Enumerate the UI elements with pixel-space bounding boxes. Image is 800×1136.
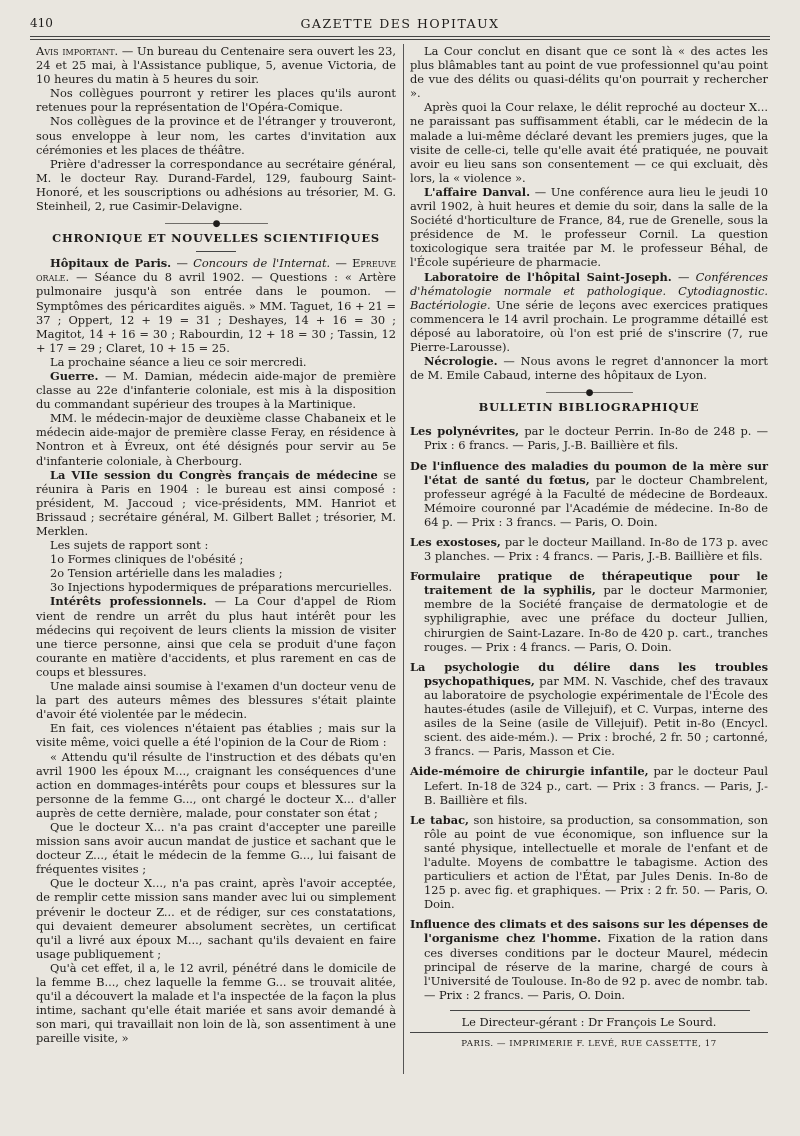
congres-label: La VIIe session du Congrès français de médecine <box>50 467 378 482</box>
hopitaux-label: Hôpitaux de Paris. <box>50 256 172 271</box>
guerre-label: Guerre. <box>50 368 99 383</box>
biblio-entry <box>410 917 768 1002</box>
ornament-rule-2: —————●————— <box>545 388 633 399</box>
biblio-text: par le docteur Mailland. In-8o de 173 p. avec 3 planches. — Prix : 4 francs. — Paris, J.-B. Baillière et fils. <box>424 535 769 564</box>
biblio-entry <box>410 535 768 563</box>
labo-italic: — Conférences d'hématologie normale et pathologique. Cytodiagnostic. Bactériologie. <box>410 269 768 312</box>
interets-paragraph <box>36 594 396 679</box>
printer-line: PARIS. — IMPRIMERIE F. LEVÉ, RUE CASSETTE, 17 <box>461 1039 717 1049</box>
guerre-p2: MM. le médecin-major de deuxième classe Chabaneix et le médecin aide-major de première classe Feray, en résidence à Nontron et à Évreux, ont été désignés pour servir au 5e d'infanterie coloniale, à Cherbourg. <box>36 411 396 468</box>
hopitaux-epreuve: Epreuve orale. <box>36 256 397 285</box>
interets-p5: Que le docteur X... n'a pas craint d'accepter une pareille mission sans avoir aucun mandat de justice et sachant que le docteur Z..., était le médecin de la femme G..., lui faisant de fréquentes visites ; <box>36 819 396 877</box>
ornament-rule: ——————●—————— <box>164 219 268 230</box>
hopitaux-p2: La prochaine séance a lieu ce soir mercredi. <box>50 354 307 369</box>
signature: Le Directeur-gérant : Dr François Le Sourd. <box>461 1014 717 1029</box>
guerre-text: — M. Damian, médecin aide-major de première classe au 22e d'infanterie coloniale, est mis à la disposition du commandant supérieur des troupes à la Martinique. <box>36 368 396 412</box>
interets-p7: Qu'à cet effet, il a, le 12 avril, pénétré dans le domicile de la femme B..., chez laquelle la femme G... se trouvait alitée, qu'il a découvert la malade et l'a inspectée de la façon la plus intime, sachant qu'elle était mariée et sans avoir demandé à son mari, qui travaillait non loin de là, son assentiment à une pareille visite, » <box>36 960 396 1046</box>
biblio-title: Influence des climats et des saisons sur les dépenses de l'organisme chez l'homme. <box>410 917 768 946</box>
avis-paragraph <box>36 44 396 86</box>
biblio-title: Les exostoses, <box>410 535 501 549</box>
biblio-entry <box>410 424 768 452</box>
hopitaux-text: — Séance du 8 avril 1902. — Questions : « Artère pulmonaire jusqu'à son entrée dans le poumon. — Symptômes des péricardites aiguës. » MM. Taguet, 16 + 21 = 37 ; Oppert, 12 + 19 = 31 ; Deshayes, 14 + 16 = 30 ; Magitot, 14 + 16 = 30 ; Rabourdin, 12 + 18 = 30 ; Tassin, 12 + 17 = 29 ; Claret, 10 + 15 = 25. <box>36 270 396 355</box>
congres-item-2: 2o Tension artérielle dans les maladies ; <box>50 566 283 581</box>
biblio-entry <box>410 569 768 654</box>
avis-text: — Un bureau du Centenaire sera ouvert les 23, 24 et 25 mai, à l'Assistance publique, 5, avenue Victoria, de 10 heures du matin à 5 heures du soir. <box>36 44 396 87</box>
biblio-text: par MM. N. Vaschide, chef des travaux au laboratoire de psychologie expérimentale de l'École des hautes-études (asile de Villejuif), et C. Vurpas, interne des asiles de la Seine (asile de Villejuif). Petit in-8o (Encycl. scient. des aide-mém.). — Prix : broché, 2 fr. 50 ; cartonné, 3 francs. — Paris, Masson et Cie. <box>424 673 768 759</box>
biblio-title: Formulaire pratique de thérapeutique pour le traitement de la syphilis, <box>410 569 768 598</box>
labo-paragraph <box>410 270 768 355</box>
chronique-title: CHRONIQUE ET NOUVELLES SCIENTIFIQUES <box>52 231 380 246</box>
hopitaux-concours: Concours de l'Internat. <box>193 256 331 271</box>
biblio-title: Les polynévrites, <box>410 424 520 439</box>
biblio-title: De l'influence des maladies du poumon de la mère sur l'état de santé du fœtus, <box>410 458 768 487</box>
interets-p2: Une malade ainsi soumise à l'examen d'un docteur venu de la part des auteurs mêmes des blessures s'était plainte d'avoir été violentée par le médecin. <box>36 679 396 722</box>
interets-p6: Que le docteur X..., n'a pas craint, après l'avoir acceptée, de remplir cette mission sans mander avec lui ou simplement prévenir le docteur Z... et de rédiger, sur ces constatations, qui devaient demeurer absolument secrètes, un certificat qu'il a livré aux époux M..., sachant qu'ils devaient en faire usage publiquement ; <box>36 876 396 961</box>
page-header <box>30 8 770 36</box>
congres-text: se réunira à Paris en 1904 : le bureau est ainsi composé : président, M. Jaccoud ; vice-présidents, MM. Hanriot et Brissaud ; secrétaire général, M. Gilbert Ballet ; trésorier, M. Merklen. <box>36 467 396 538</box>
biblio-text: son histoire, sa production, sa consommation, son rôle au point de vue économique, son influence sur la santé physique, intellectuelle et morale de l'enfant et de l'adulte. Moyens de combattre le tabagisme. Action des particuliers et action de l'État, par Jules Denis. In-8o de 125 p. avec fig. et graphiques. — Prix : 2 fr. 50. — Paris, O. Doin. <box>424 812 768 912</box>
biblio-list <box>410 424 768 1002</box>
interets-p4: « Attendu qu'il résulte de l'instruction et des débats qu'en avril 1900 les époux M..., craignant les conséquences d'une action en dommages-intérêts pour coups et blessures sur la personne de la femme G..., ont chargé le docteur X... d'aller auprès de cette dernière, malade, pour constater son état ; <box>36 749 396 820</box>
labo-label: Laboratoire de l'hôpital Saint-Joseph. <box>424 269 672 284</box>
interets-label: Intérêts professionnels. <box>50 594 207 609</box>
biblio-text: par le docteur Paul Lefert. In-18 de 324 p., cart. — Prix : 3 francs. — Paris, J.-B. Baillière et fils. <box>424 764 769 807</box>
biblio-entry <box>410 459 768 529</box>
cour-p2: Après quoi la Cour relaxe, le délit reproché au docteur X... ne paraissant pas suffisamment établi, car le médecin de la malade a lui-même déclaré devant les premiers juges, que la visite de celle-ci, telle qu'elle avait été pratiquée, ne pouvait avoir eu lieu sans son consentement — ce qui excluait, dès lors, la « violence ». <box>410 100 768 185</box>
biblio-entry <box>410 764 768 806</box>
short-rule <box>196 251 236 252</box>
biblio-title: La psychologie du délire dans les troubles psychopathiques, <box>410 659 768 688</box>
biblio-text: par le docteur Marmonier, membre de la Société française de dermatologie et de syphiligraphie, avec une préface du docteur Jullien, chirurgien de Saint-Lazare. In-8o de 420 p. cart., tranches rouges. — Prix : 4 francs. — Paris, O. Doin. <box>424 583 769 654</box>
avis-p2: Nos collègues pourront y retirer les places qu'ils auront retenues pour la représentation de l'Opéra-Comique. <box>36 86 396 115</box>
biblio-text: Fixation de la ration dans ces diverses conditions par le docteur Maurel, médecin principal de réserve de la marine, chargé de cours à l'Université de Toulouse. In-8o de 92 p. avec de nombr. tab. — Prix : 2 francs. — Paris, O. Doin. <box>424 931 768 1002</box>
printer-rule <box>410 1032 768 1033</box>
page-number: 410 <box>30 16 53 30</box>
necro-paragraph <box>410 354 768 382</box>
danval-text: — Une conférence aura lieu le jeudi 10 avril 1902, à huit heures et demie du soir, dans la salle de la Société d'horticulture de France, 84, rue de Grenelle, sous la présidence de M. le professeur Cornil. La question toxicologique sera traitée par M. le professeur Béhal, de l'École supérieure de pharmacie. <box>410 184 769 270</box>
avis-p3: Nos collègues de la province et de l'étranger y trouveront, sous enveloppe à leur nom, les cartes d'invitation aux cérémonies et les places de théâtre. <box>36 114 396 157</box>
biblio-title: Le tabac, <box>410 812 469 827</box>
right-column <box>410 44 768 1051</box>
header-rule <box>30 36 770 40</box>
journal-title: GAZETTE DES HOPITAUX <box>300 16 500 31</box>
danval-label: L'affaire Danval. <box>424 184 531 199</box>
labo-text: Une série de leçons avec exercices pratiques commencera le 14 avril prochain. Le programme détaillé est déposé au laboratoire, où l'on est prié de s'inscrire (7, rue Pierre-Larousse). <box>410 297 768 354</box>
necro-label: Nécrologie. <box>424 354 498 369</box>
bulletin-title: BULLETIN BIBLIOGRAPHIQUE <box>478 400 700 415</box>
interets-p3: En fait, ces violences n'étaient pas établies ; mais sur la visite même, voici quelle a été l'opinion de la Cour de Riom : <box>36 721 396 750</box>
hopitaux-paragraph: Hôpitaux de Paris. — Concours de l'Internat. — Epreuve orale. — Séance du 8 avril 1902. — Questions : « Artère pulmonaire jusqu'à son entrée dans le poumon. — Symptômes des péricardites aiguës. » MM. Taguet, 16 + 21 = 37 ; Oppert, 12 + 19 = 31 ; Deshayes, 14 + 16 = 30 ; Magitot, 14 + 16 = 30 ; Rabourdin, 12 + 18 = 30 ; Tassin, 12 + 17 = 29 ; Claret, 10 + 15 = 25. <box>36 256 397 355</box>
biblio-title: Aide-mémoire de chirurgie infantile, <box>410 764 649 779</box>
congres-paragraph <box>36 468 396 538</box>
footer-rule <box>450 1010 750 1011</box>
avis-p4: Prière d'adresser la correspondance au secrétaire général, M. le docteur Ray. Durand-Fardel, 129, faubourg Saint-Honoré, et les souscriptions ou adhésions au trésorier, M. G. Steinheil, 2, rue Casimir-Delavigne. <box>36 156 396 214</box>
congres-item-1: 1o Formes cliniques de l'obésité ; <box>50 552 244 567</box>
necro-text: — Nous avons le regret d'annoncer la mort de M. Emile Cabaud, interne des hôpitaux de Lyon. <box>410 354 768 383</box>
cour-p1: La Cour conclut en disant que ce sont là « des actes les plus blâmables tant au point de vue professionnel qu'au point de vue des délits ou quasi-délits qu'on pourrait y rechercher ». <box>410 44 768 101</box>
congres-p2: Les sujets de rapport sont : <box>50 538 209 553</box>
avis-label: Avis important. <box>36 44 119 58</box>
left-column <box>36 44 396 1045</box>
interets-text: — La Cour d'appel de Riom vient de rendre un arrêt du plus haut intérêt pour les médecins qui reçoivent de leurs clients la mission de visiter une tierce personne, ainsi que cela se produit d'une façon courante en matière d'accidents, et plus rarement en cas de coups et blessures. <box>36 594 397 679</box>
biblio-text: par le docteur Chambrelent, professeur agrégé à la Faculté de médecine de Bordeaux. Mémoire couronné par l'Académie de médecine. In-8o de 64 p. — Prix : 3 francs. — Paris, O. Doin. <box>424 472 768 529</box>
danval-paragraph <box>410 185 768 270</box>
biblio-entry <box>410 813 768 912</box>
column-separator <box>403 44 404 1074</box>
congres-item-3: 3o Injections hypodermiques de préparations mercurielles. <box>50 580 393 595</box>
biblio-text: par le docteur Perrin. In-8o de 248 p. — Prix : 6 francs. — Paris, J.-B. Baillière et fils. <box>424 424 768 453</box>
guerre-paragraph <box>36 369 396 411</box>
biblio-entry <box>410 660 768 759</box>
